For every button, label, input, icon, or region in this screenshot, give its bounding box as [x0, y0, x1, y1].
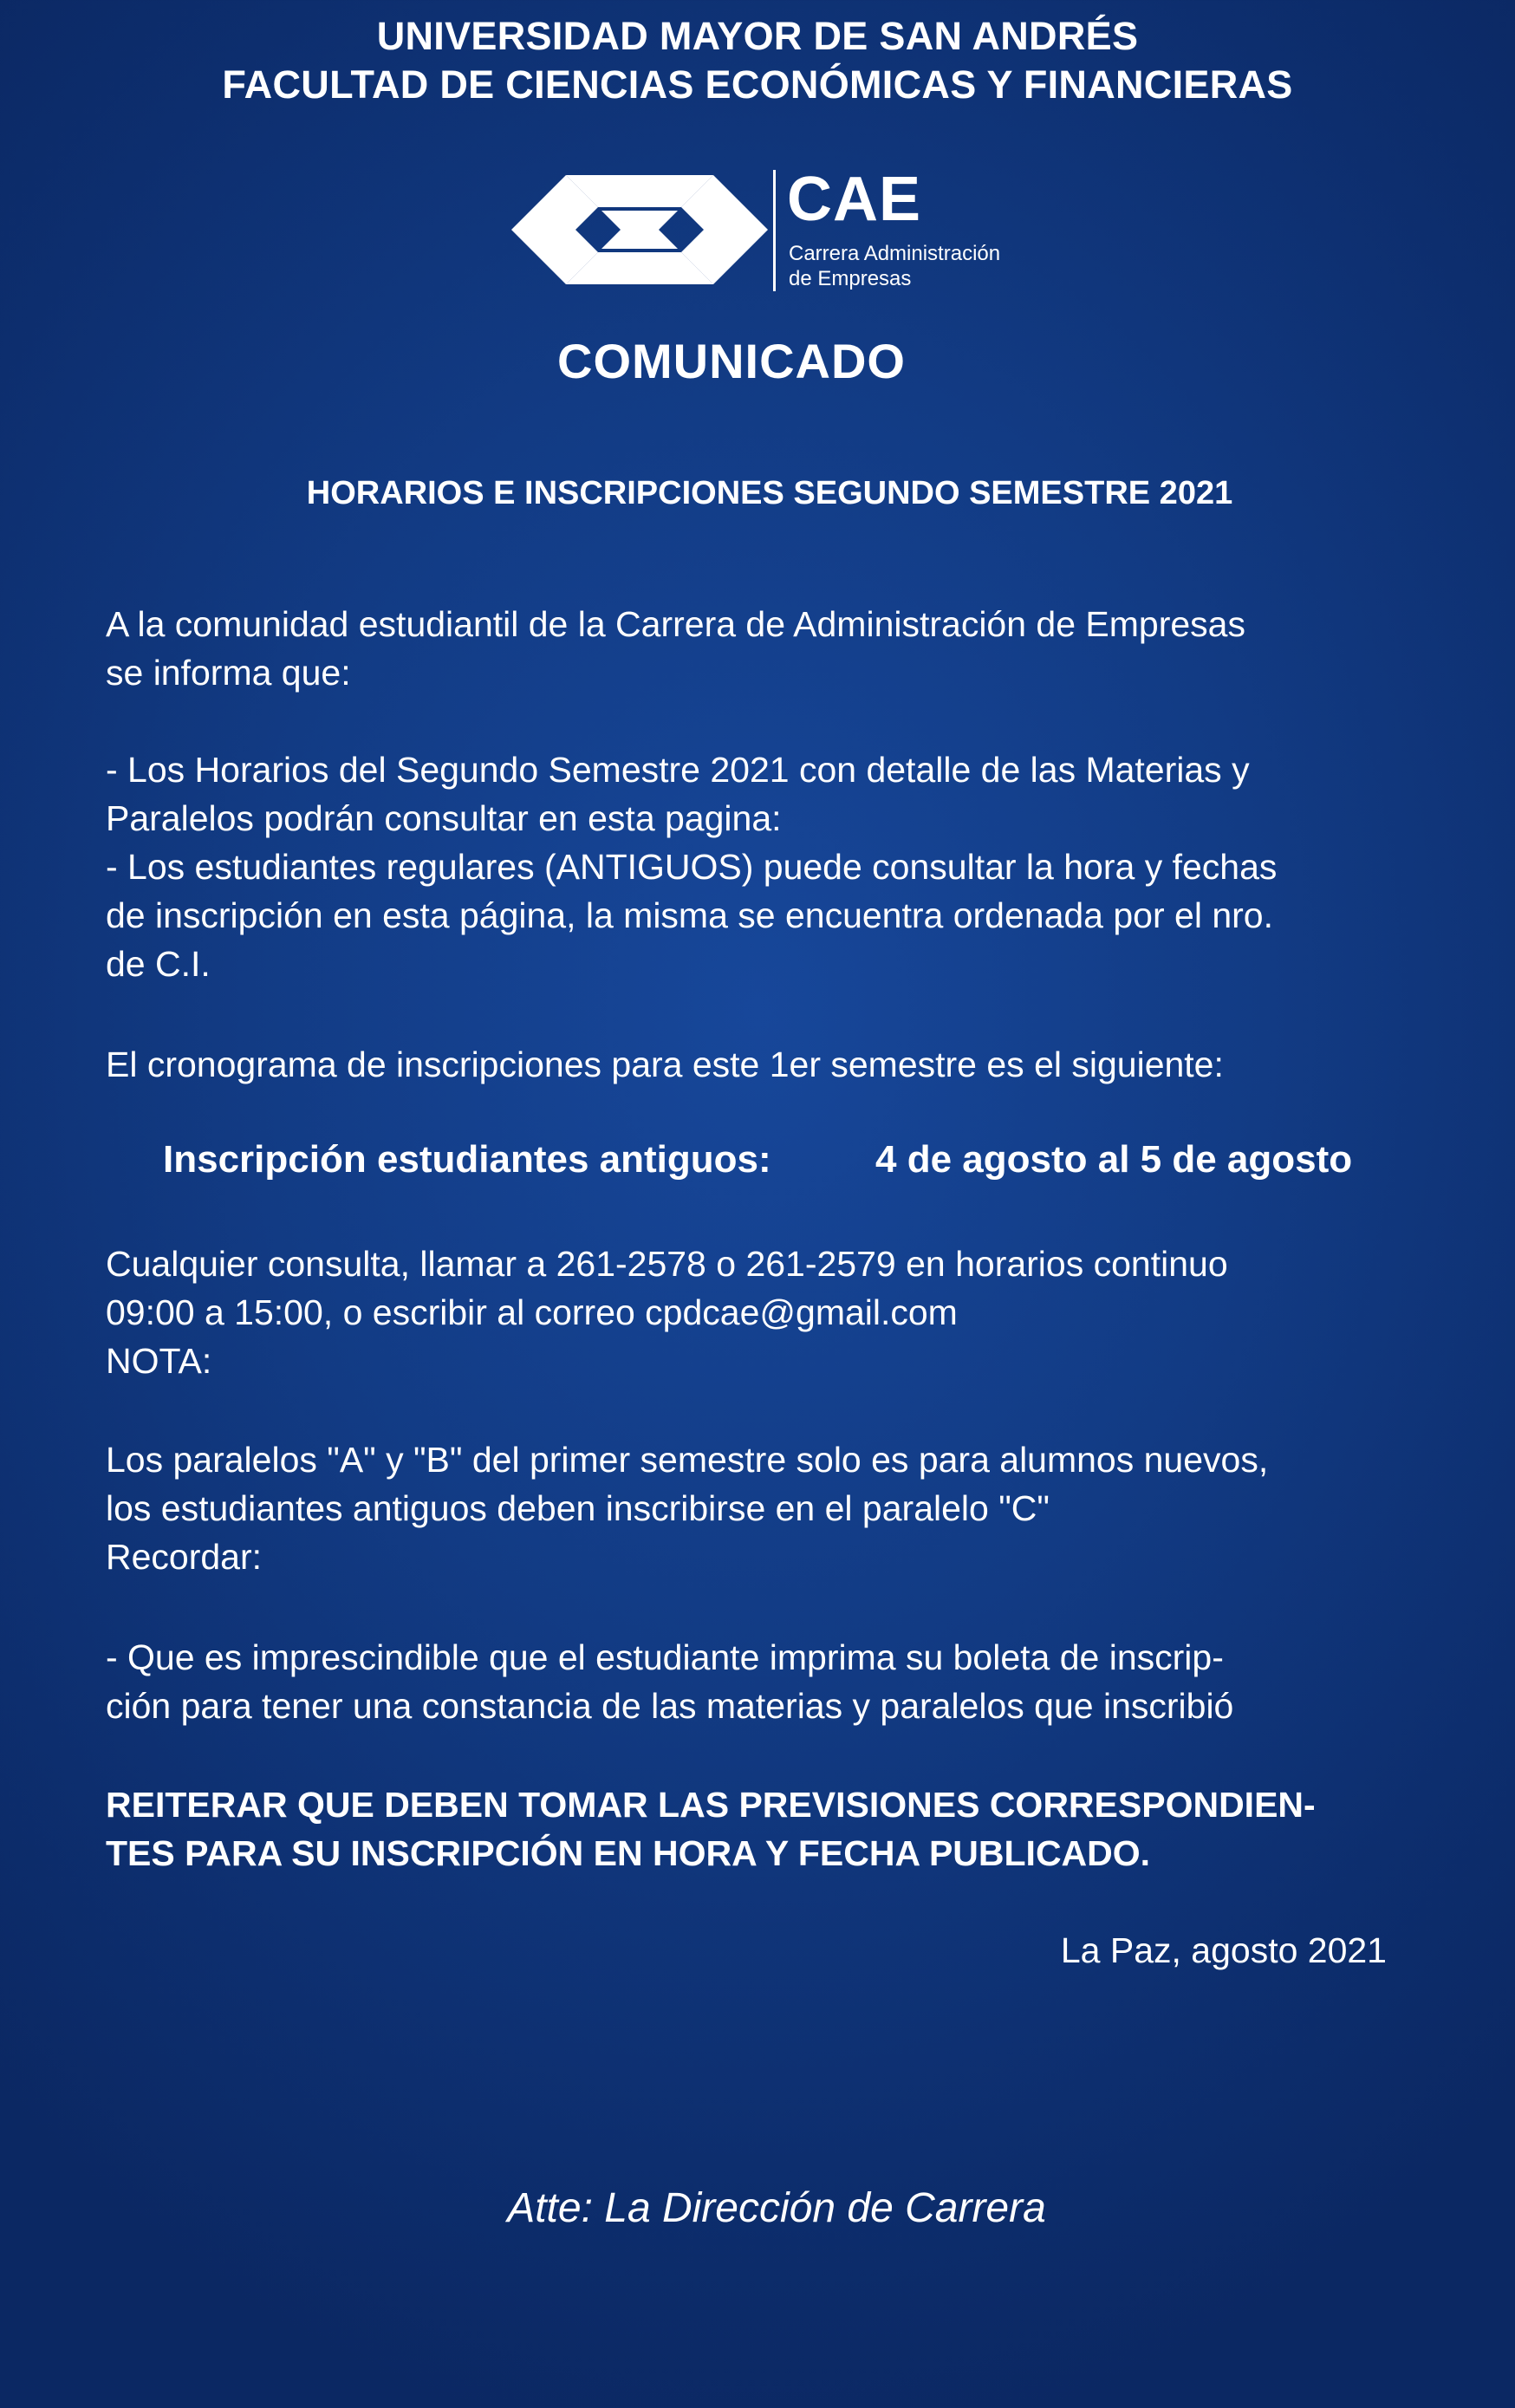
cae-logo [511, 165, 1031, 303]
contact-line: Cualquier consulta, llamar a 261-2578 o 261-2579 en horarios continuo [106, 1244, 1228, 1284]
info-list [106, 745, 1423, 988]
logo-subtitle-line: Carrera Administración [789, 242, 1001, 265]
intro-line: se informa que: [106, 653, 351, 693]
info-item-line: de C.I. [106, 944, 211, 984]
schedule-label: Inscripción estudiantes antiguos: [163, 1138, 771, 1181]
info-item-line: Paralelos podrán consultar en esta pagina: [106, 798, 782, 838]
emphasis-line: REITERAR QUE DEBEN TOMAR LAS PREVISIONES CORRESPONDIEN- [106, 1785, 1316, 1825]
emphasis-line: TES PARA SU INSCRIPCIÓN EN HORA Y FECHA PUBLICADO. [106, 1833, 1151, 1873]
info-item-line: de inscripción en esta página, la misma se encuentra ordenada por el nro. [106, 895, 1273, 935]
logo-acronym: CAE [787, 165, 922, 234]
note-line: Los paralelos "A" y "B" del primer semestre solo es para alumnos nuevos, [106, 1440, 1269, 1480]
logo-subtitle [789, 241, 1000, 291]
note-paragraph [106, 1435, 1423, 1581]
info-item-line: - Los Horarios del Segundo Semestre 2021 con detalle de las Materias y [106, 750, 1250, 790]
emphasis-paragraph [106, 1780, 1423, 1878]
page-header [0, 12, 1515, 109]
cae-logo-mark-icon [511, 165, 768, 295]
reminder-line: - Que es imprescindible que el estudiante imprima su boleta de inscrip- [106, 1637, 1224, 1677]
logo-divider [773, 170, 776, 291]
place-date: La Paz, agosto 2021 [1060, 1930, 1387, 1970]
reminder-paragraph [106, 1633, 1423, 1730]
faculty-name: FACULTAD DE CIENCIAS ECONÓMICAS Y FINANCIERAS [222, 62, 1293, 107]
contact-paragraph [106, 1240, 1423, 1385]
logo-subtitle-line: de Empresas [789, 267, 912, 290]
university-name: UNIVERSIDAD MAYOR DE SAN ANDRÉS [376, 14, 1139, 58]
intro-line: A la comunidad estudiantil de la Carrera de Administración de Empresas [106, 604, 1245, 644]
page-subtitle: HORARIOS E INSCRIPCIONES SEGUNDO SEMESTRE 2021 [306, 475, 1233, 511]
reminder-line: ción para tener una constancia de las materias y paralelos que inscribió [106, 1686, 1234, 1726]
schedule-intro [106, 1040, 1423, 1089]
note-heading: NOTA: [106, 1341, 212, 1381]
info-item-line: - Los estudiantes regulares (ANTIGUOS) puede consultar la hora y fechas [106, 847, 1278, 887]
signature: Atte: La Dirección de Carrera [507, 2185, 1046, 2231]
intro-paragraph [106, 600, 1423, 697]
schedule-intro-text: El cronograma de inscripciones para este 1er semestre es el siguiente: [106, 1045, 1224, 1084]
page-title: COMUNICADO [557, 334, 906, 388]
schedule-dates: 4 de agosto al 5 de agosto [875, 1138, 1353, 1181]
reminder-heading: Recordar: [106, 1537, 263, 1577]
contact-line: 09:00 a 15:00, o escribir al correo cpdcae@gmail.com [106, 1292, 958, 1332]
note-line: los estudiantes antiguos deben inscribirse en el paralelo "C" [106, 1488, 1050, 1528]
schedule-row [163, 1136, 1353, 1184]
